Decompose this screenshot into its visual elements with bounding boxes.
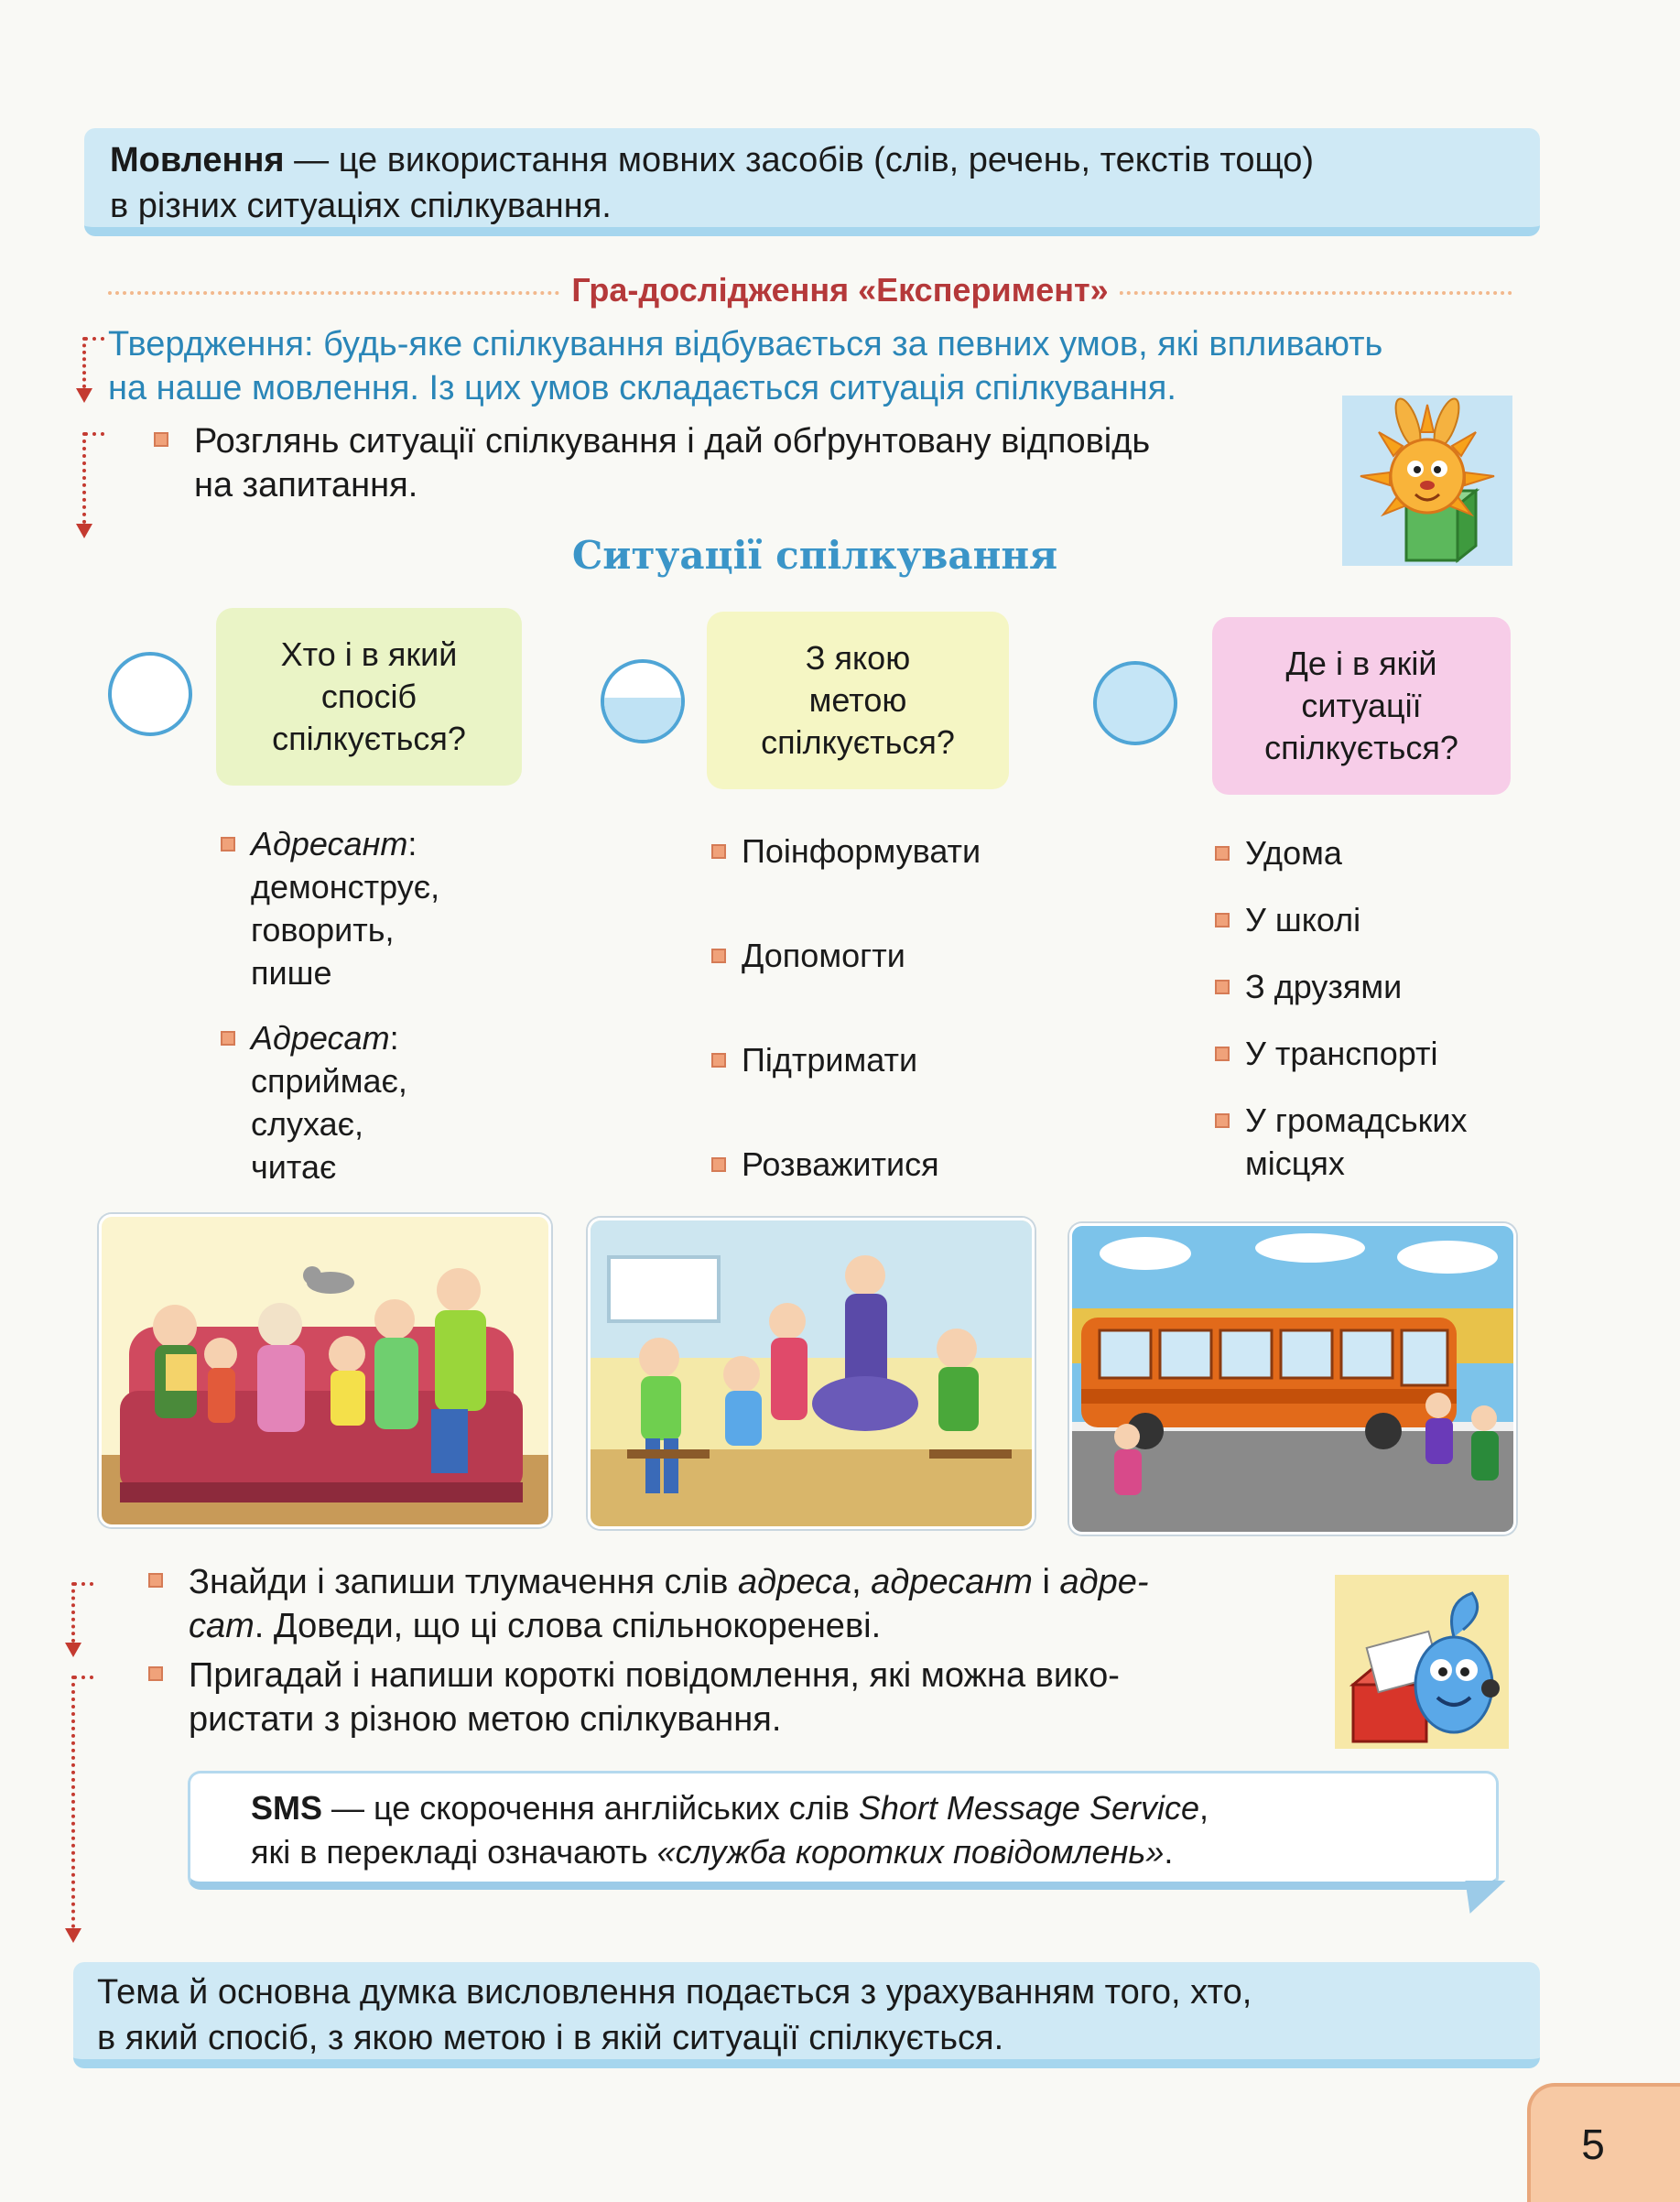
sms-term: SMS: [251, 1789, 323, 1827]
definition-box: [84, 128, 1540, 236]
bullet-icon: [1215, 846, 1230, 861]
arrow-line: [73, 1676, 93, 1679]
family-illustration: [99, 1214, 551, 1527]
list-item: Поінформувати: [742, 830, 981, 873]
list-item: Розважитися: [742, 1143, 939, 1186]
bullet-icon: [711, 1157, 726, 1172]
question-where: Де і в якій ситуації спілкується?: [1212, 617, 1511, 795]
statement: Твердження: будь-яке спілкування відбувається за певних умов, які впливають на наше мовлення. Із цих умов складається ситуація спілкування.: [108, 325, 1383, 407]
bullet-icon: [1215, 980, 1230, 994]
game-title: Гра-дослідження «Експеримент»: [0, 271, 1680, 309]
list-item: З друзями: [1245, 965, 1402, 1008]
list-item: У школі: [1245, 898, 1360, 941]
bullet-icon: [711, 844, 726, 859]
arrow-line: [71, 1676, 75, 1928]
task-messages: Пригадай і напиши короткі повідомлення, які можна вико- ристати з різною метою спілкування.: [189, 1656, 1120, 1739]
bullet-icon: [148, 1573, 163, 1588]
half-filled-circle-icon: [601, 659, 685, 743]
arrow-down-icon: [65, 1643, 81, 1657]
list-item: У транспорті: [1245, 1032, 1438, 1075]
question-purpose: З якою метою спілкується?: [707, 612, 1009, 789]
arrow-down-icon: [65, 1928, 81, 1943]
arrow-line: [71, 1582, 75, 1643]
creature-mascot-image: [1335, 1575, 1509, 1749]
bus-stop-illustration: [1069, 1223, 1516, 1535]
definition-term: Мовлення: [110, 141, 285, 179]
page-number: 5: [1527, 2083, 1680, 2202]
arrow-line: [82, 337, 86, 388]
conclusion-box: Тема й основна думка висловлення подається з урахуванням того, хто, в який спосіб, з якою метою і в якій ситуації спілкується.: [73, 1962, 1540, 2068]
list-item: Адресант: демонструє, говорить, пише: [251, 822, 439, 994]
bullet-icon: [711, 949, 726, 963]
list-item: Допомогти: [742, 934, 905, 977]
arrow-down-icon: [76, 388, 92, 403]
bullet-icon: [711, 1053, 726, 1068]
arrow-line: [82, 432, 86, 524]
bullet-icon: [154, 432, 168, 447]
arrow-line: [84, 337, 104, 341]
task-definitions: Знайди і запиши тлумачення слів адреса, адресант і адре- сат. Доведи, що ці слова спільнокореневі.: [189, 1563, 1149, 1645]
empty-circle-icon: [108, 652, 192, 736]
situations-title: Ситуації спілкування: [571, 533, 1058, 578]
arrow-line: [84, 432, 104, 436]
question-who: Хто і в який спосіб спілкується?: [216, 608, 522, 786]
arrow-line: [73, 1582, 93, 1586]
definition-text-1: — це використання мовних засобів (слів, речень, текстів тощо): [284, 141, 1315, 179]
filled-circle-icon: [1093, 661, 1177, 745]
bullet-icon: [221, 1031, 235, 1046]
list-item: Підтримати: [742, 1038, 917, 1081]
task-examine: Розглянь ситуації спілкування і дай обґрунтовану відповідь на запитання.: [194, 422, 1151, 504]
classroom-illustration: [588, 1218, 1035, 1529]
bullet-icon: [1215, 913, 1230, 927]
bullet-icon: [148, 1666, 163, 1681]
list-item: Удома: [1245, 831, 1342, 874]
bullet-icon: [1215, 1047, 1230, 1061]
list-item: Адресат: сприймає, слухає, читає: [251, 1016, 407, 1188]
definition-text-2: в різних ситуаціях спілкування.: [110, 187, 612, 225]
sms-note: SMS — це скорочення англійських слів Short Message Service, які в перекладі означають «служба коротких повідомлень».: [188, 1771, 1499, 1890]
bullet-icon: [1215, 1113, 1230, 1128]
bullet-icon: [221, 837, 235, 852]
list-item: У громадських місцях: [1245, 1099, 1467, 1185]
